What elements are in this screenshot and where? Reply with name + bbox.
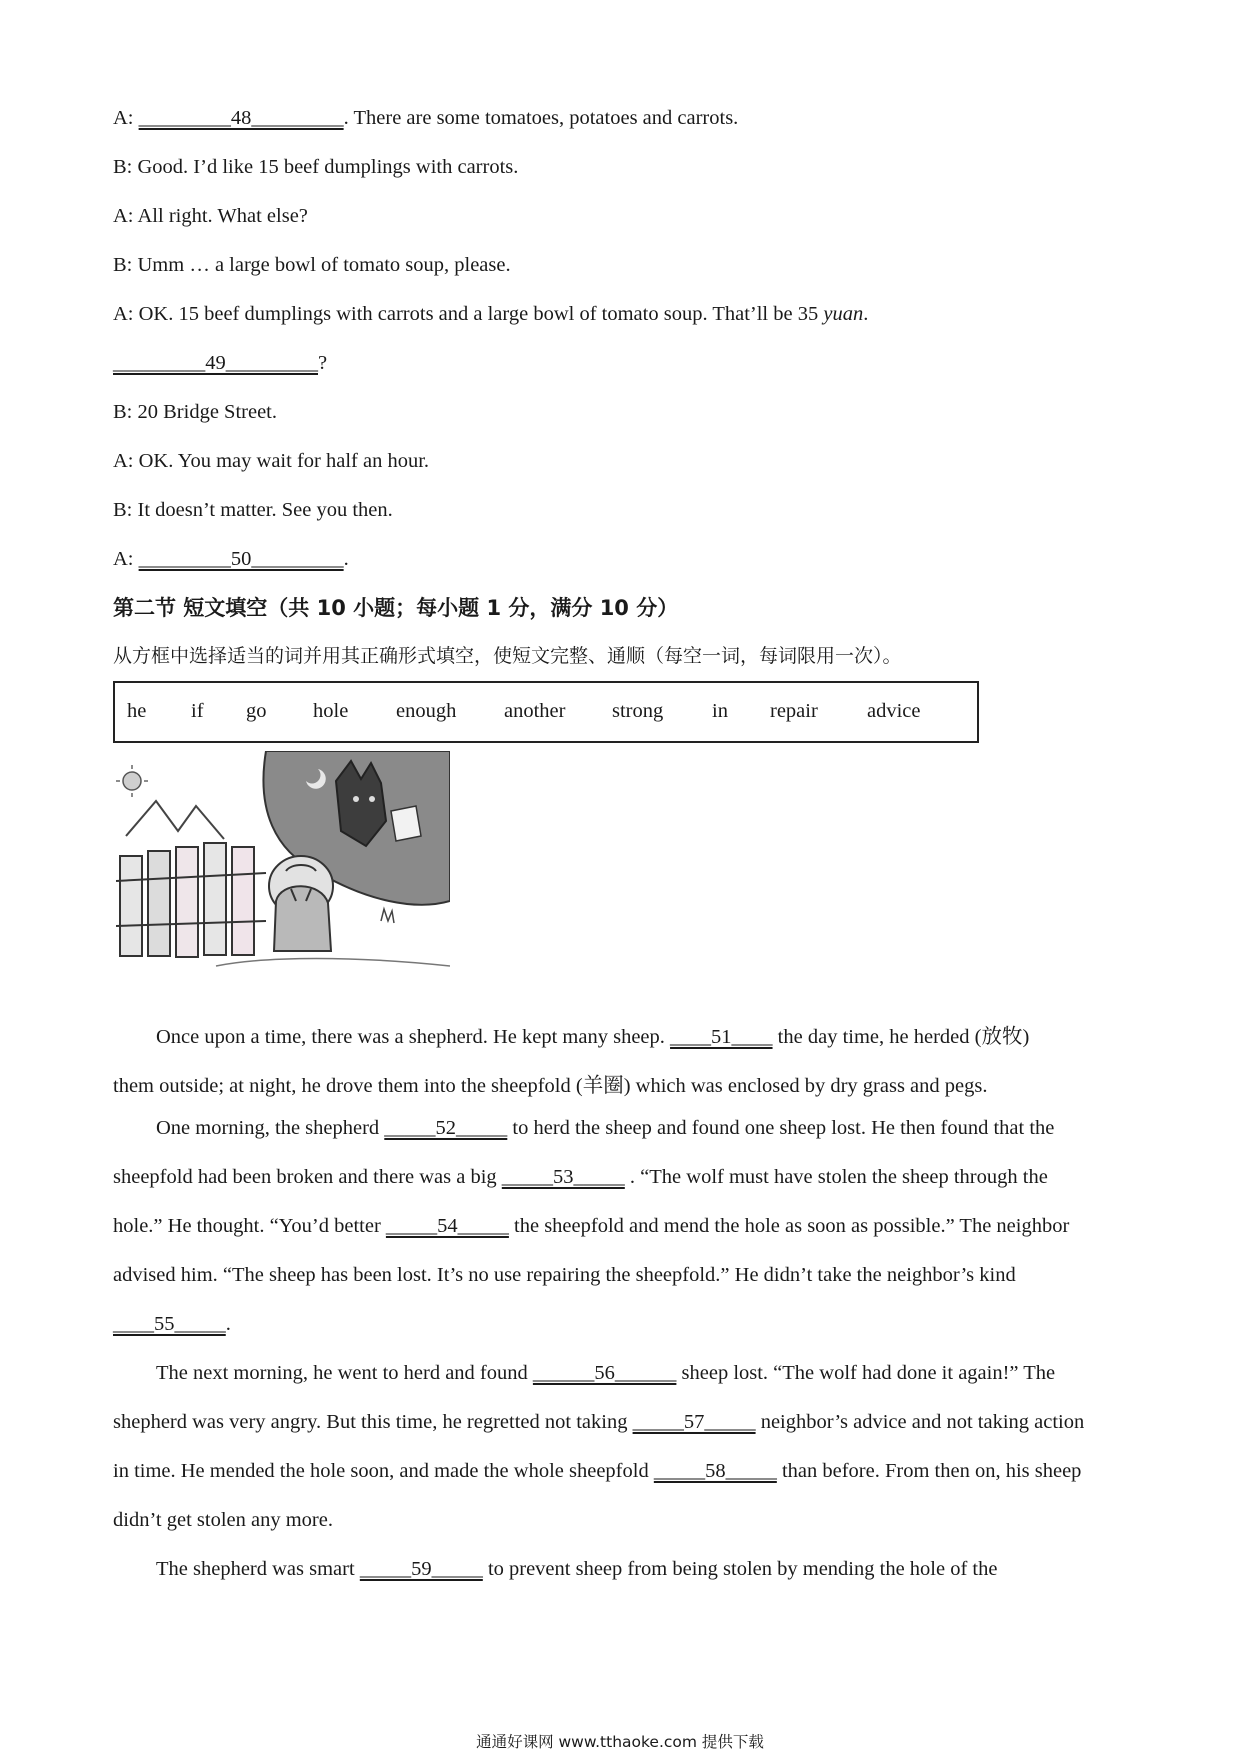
dialogue-line: A: All right. What else?: [113, 205, 308, 227]
page-footer: 通通好课网 www.tthaoke.com 提供下载: [476, 1733, 764, 1751]
word-bank-item: he: [127, 700, 147, 722]
blank-48: _________48_________: [138, 107, 344, 129]
word-bank-item: enough: [396, 700, 457, 722]
passage-line: advised him. “The sheep has been lost. It’s no use repairing the sheepfold.” He didn’t take the neighbor’s kind: [113, 1264, 1016, 1286]
passage-line: ____55_____.: [113, 1313, 231, 1335]
word-bank-item: in: [712, 700, 728, 722]
blank-54: _____54_____: [385, 1215, 509, 1237]
blank-59: _____59_____: [359, 1558, 483, 1580]
word-bank-item: go: [246, 700, 267, 722]
word-bank-item: if: [191, 700, 204, 722]
word-bank-item: hole: [313, 700, 349, 722]
passage-line: them outside; at night, he drove them into the sheepfold (羊圈) which was enclosed by dry grass and pegs.: [113, 1075, 988, 1097]
passage-line: sheepfold had been broken and there was a big _____53_____ . “The wolf must have stolen the sheep through the: [113, 1166, 1048, 1188]
dialogue-line: B: Good. I’d like 15 beef dumplings with carrots.: [113, 156, 519, 178]
passage-line: Once upon a time, there was a shepherd. He kept many sheep. ____51____ the day time, he herded (放牧): [156, 1026, 1030, 1048]
dialogue-line: B: It doesn’t matter. See you then.: [113, 499, 393, 521]
word-bank-item: repair: [770, 700, 818, 722]
word-bank-item: advice: [867, 700, 921, 722]
passage-line: hole.” He thought. “You’d better _____54_____ the sheepfold and mend the hole as soon as possible.” The neighbor: [113, 1215, 1070, 1237]
section-instruction: 从方框中选择适当的词并用其正确形式填空，使短文完整、通顺（每空一词，每词限用一次）。: [113, 645, 902, 667]
word-bank: [113, 681, 979, 743]
blank-49: _________49_________: [113, 352, 318, 374]
blank-58: _____58_____: [653, 1460, 777, 1482]
passage-line: shepherd was very angry. But this time, he regretted not taking _____57_____ neighbor’s advice and not taking action: [113, 1411, 1085, 1433]
dialogue-line: A: OK. You may wait for half an hour.: [113, 450, 430, 472]
dialogue-line-49: _________49_________?: [113, 352, 328, 374]
passage-line: didn’t get stolen any more.: [113, 1509, 333, 1531]
passage-line: in time. He mended the hole soon, and made the whole sheepfold _____58_____ than before. From then on, his sheep: [113, 1460, 1082, 1482]
shepherd-wolf-illustration: [116, 751, 450, 989]
passage-line: One morning, the shepherd _____52_____ to herd the sheep and found one sheep lost. He then found that the: [156, 1117, 1055, 1139]
blank-53: _____53_____: [501, 1166, 625, 1188]
blank-55: ____55_____: [113, 1313, 226, 1335]
dialogue-line: A: OK. 15 beef dumplings with carrots and a large bowl of tomato soup. That’ll be 35 yuan.: [113, 303, 869, 325]
dialogue-line: B: Umm … a large bowl of tomato soup, please.: [113, 254, 511, 276]
dialogue-line-48: A: _________48_________. There are some tomatoes, potatoes and carrots.: [113, 107, 739, 129]
word-bank-item: strong: [612, 700, 664, 722]
section-heading: 第二节 短文填空（共 10 小题；每小题 1 分，满分 10 分）: [113, 596, 679, 620]
word-bank-item: another: [504, 700, 566, 722]
blank-51: ____51____: [670, 1026, 773, 1048]
blank-50: _________50_________: [138, 548, 344, 570]
dialogue-line: B: 20 Bridge Street.: [113, 401, 277, 423]
blank-57: _____57_____: [632, 1411, 756, 1433]
dialogue-line-50: A: _________50_________.: [113, 548, 349, 570]
passage-line: The next morning, he went to herd and found ______56______ sheep lost. “The wolf had done it again!” The: [156, 1362, 1056, 1384]
passage-line: The shepherd was smart _____59_____ to prevent sheep from being stolen by mending the hole of the: [156, 1558, 998, 1580]
blank-52: _____52_____: [384, 1117, 508, 1139]
blank-56: ______56______: [532, 1362, 677, 1384]
